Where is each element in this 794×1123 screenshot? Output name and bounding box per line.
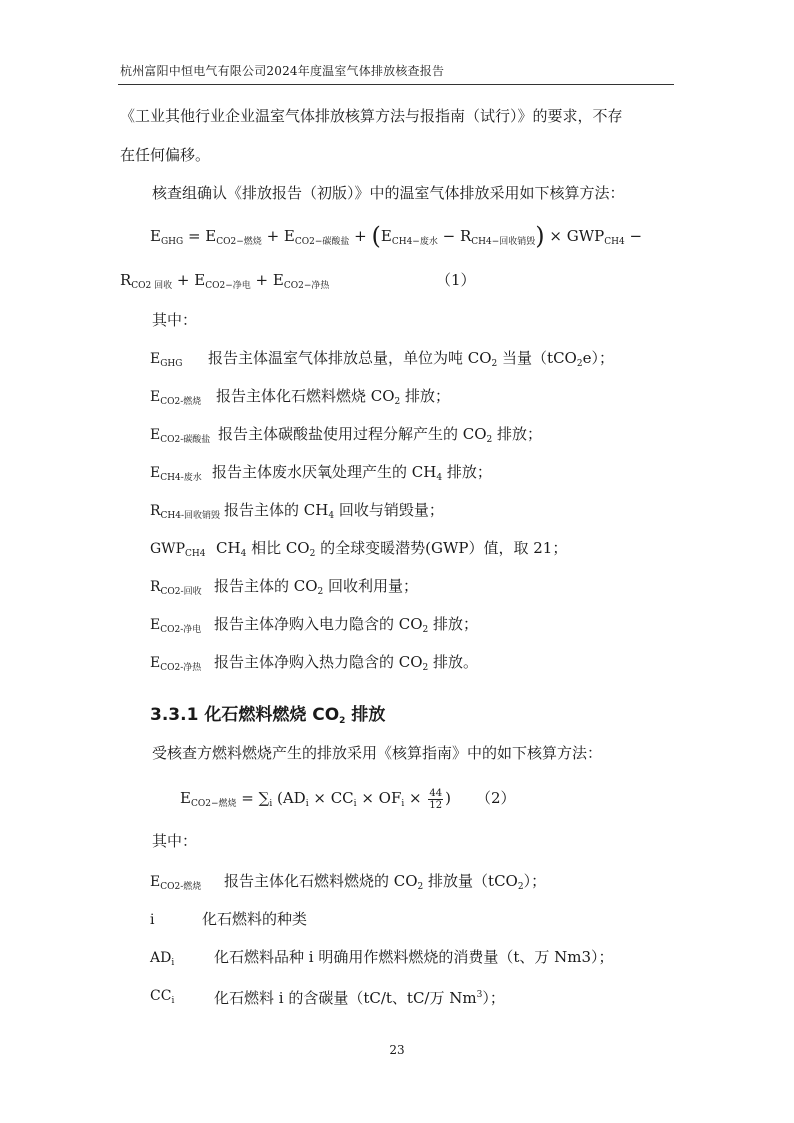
definition-symbol	[150, 463, 202, 488]
definition-symbol	[150, 539, 205, 564]
text-part: 报告主体净购入热力隐含的 CO	[214, 653, 423, 671]
definition-row	[150, 909, 308, 930]
text-part: CH	[216, 539, 241, 557]
definition-symbol	[150, 653, 201, 678]
text-part: 报告主体净购入电力隐含的 CO	[214, 615, 423, 633]
definition-row	[150, 614, 479, 640]
symbol-subscript: CH4	[185, 549, 206, 559]
definition-symbol	[150, 948, 174, 973]
definition-row	[150, 871, 547, 897]
symbol-base: i	[150, 912, 155, 928]
where-label-2: 其中：	[152, 832, 198, 850]
symbol-base: GWP	[150, 541, 185, 557]
definition-text	[216, 538, 567, 564]
section-heading: 3.3.1 化石燃料燃烧 $CO_2$ 排放	[150, 705, 386, 726]
symbol-subscript: CO2-回收	[160, 587, 202, 597]
intro-line-1: 《工业其他行业企业温室气体排放核算方法与报指南（试行）》的要求，不存	[120, 107, 623, 125]
symbol-base: E	[150, 389, 161, 405]
text-subscript: 2	[317, 587, 324, 597]
text-subscript: 2	[576, 359, 583, 369]
text-part: 报告主体的 CH	[224, 501, 329, 519]
definition-text	[214, 576, 418, 602]
page-number: 23	[389, 1043, 405, 1057]
symbol-subscript: CO2-燃烧	[160, 882, 202, 892]
text-part: 的全球变暖潜势(GWP）值，取 21；	[315, 539, 568, 557]
text-part: 报告主体化石燃料燃烧 CO	[216, 387, 395, 405]
text-subscript: 2	[491, 359, 498, 369]
text-part: 排放；	[492, 425, 543, 443]
symbol-base: E	[150, 427, 161, 443]
definition-row	[150, 462, 492, 488]
definition-symbol	[150, 986, 174, 1011]
text-part: ）；	[523, 872, 547, 890]
definition-row	[150, 386, 451, 412]
text-part: 排放；	[428, 615, 479, 633]
definition-text	[214, 652, 478, 678]
definition-text	[216, 386, 450, 412]
definition-text	[224, 500, 444, 526]
definition-row	[150, 500, 444, 526]
text-part: 报告主体温室气体排放总量，单位为吨 CO	[208, 349, 492, 367]
text-subscript: 4	[328, 511, 335, 521]
symbol-subscript: CO2-碳酸盐	[160, 435, 211, 445]
definition-symbol	[150, 425, 210, 450]
definition-row	[150, 348, 614, 374]
text-part: e）；	[582, 349, 614, 367]
text-subscript: 2	[517, 882, 524, 892]
text-subscript: 2	[422, 625, 429, 635]
equation-1-line-2: $R_{CO2 回收} + E_{CO2-净电} + E_{CO2-净热}$	[120, 271, 330, 291]
symbol-subscript: CH4-回收销毁	[160, 511, 221, 521]
equation-1-line-1: $E_{GHG} = E_{CO2-燃烧} + E_{CO2-碳酸盐} + (E_{CH4-废水} - R_{CH4-回收销毁}) \times GWP_{CH4}$ −	[150, 222, 643, 250]
definition-row	[150, 652, 479, 678]
symbol-subscript: i	[171, 996, 175, 1006]
definition-row	[150, 538, 568, 564]
symbol-subscript: GHG	[160, 359, 183, 369]
text-subscript: 4	[240, 549, 247, 559]
symbol-base: E	[150, 351, 161, 367]
text-part: 相比 CO	[246, 539, 310, 557]
text-part: 报告主体废水厌氧处理产生的 CH	[212, 463, 437, 481]
symbol-base: R	[150, 579, 161, 595]
symbol-base: AD	[150, 950, 172, 966]
symbol-base: E	[150, 655, 161, 671]
definition-row	[150, 985, 505, 1011]
definition-symbol	[150, 577, 202, 602]
text-part: 当量（tCO	[497, 349, 577, 367]
definition-row	[150, 576, 419, 602]
header-rule	[118, 84, 674, 85]
text-superscript: 3	[476, 990, 483, 1000]
definition-text	[214, 947, 614, 967]
definition-row	[150, 424, 543, 450]
definition-text	[202, 909, 307, 929]
definition-text	[214, 614, 478, 640]
text-part: 化石燃料 i 的含碳量（tC/t、tC/万 Nm	[214, 989, 477, 1007]
text-part: 排放；	[400, 387, 451, 405]
section-intro: 受核查方燃料燃烧产生的排放采用《核算指南》中的如下核算方法：	[152, 744, 603, 762]
symbol-base: E	[150, 617, 161, 633]
definition-symbol	[150, 910, 154, 930]
where-label-1: 其中：	[152, 311, 198, 329]
text-part: 回收利用量；	[323, 577, 419, 595]
symbol-subscript: CO2-燃烧	[160, 397, 202, 407]
definition-text	[224, 871, 546, 897]
symbol-base: CC	[150, 988, 172, 1004]
equation-2: $E_{CO2-燃烧} = \sum_i$ ($AD_i \times CC_i \times OF_i$ × $\frac{44}{12}$ )	[180, 787, 451, 811]
symbol-base: E	[150, 465, 161, 481]
intro-line-2: 在任何偏移。	[120, 146, 211, 164]
symbol-subscript: CH4-废水	[160, 473, 202, 483]
text-part: 报告主体碳酸盐使用过程分解产生的 CO	[218, 425, 487, 443]
definition-symbol	[150, 872, 201, 897]
text-part: ）；	[482, 989, 505, 1007]
definition-row	[150, 947, 614, 973]
text-part: 报告主体的 CO	[214, 577, 318, 595]
text-part: 化石燃料品种 i 明确用作燃料燃烧的消费量（t、万 Nm3）；	[214, 948, 614, 966]
symbol-base: E	[150, 874, 161, 890]
text-subscript: 2	[417, 882, 424, 892]
definition-symbol	[150, 501, 220, 526]
text-part: 排放；	[442, 463, 492, 481]
definition-text	[218, 424, 542, 450]
text-part: 化石燃料的种类	[202, 910, 308, 928]
symbol-subscript: i	[171, 958, 175, 968]
definition-symbol	[150, 349, 182, 374]
symbol-base: R	[150, 503, 161, 519]
definition-text	[208, 348, 614, 374]
text-subscript: 2	[309, 549, 316, 559]
equation-2-number: （2）	[476, 789, 516, 807]
symbol-subscript: CO2-净热	[160, 663, 202, 673]
text-part: 报告主体化石燃料燃烧的 CO	[224, 872, 418, 890]
symbol-subscript: CO2-净电	[160, 625, 202, 635]
definition-text	[212, 462, 492, 488]
running-header: 杭州富阳中恒电气有限公司2024年度温室气体排放核查报告	[120, 64, 445, 78]
definition-symbol	[150, 387, 201, 412]
fraction-44-12: $\frac{44}{12}$	[429, 787, 443, 811]
text-part: 回收与销毁量；	[334, 501, 444, 519]
equation-1-number: （1）	[436, 271, 476, 289]
definition-symbol	[150, 615, 201, 640]
text-subscript: 2	[486, 435, 493, 445]
definition-text	[214, 985, 505, 1008]
text-part: 排放。	[428, 653, 479, 671]
intro-line-3: 核查组确认《排放报告（初版）》中的温室气体排放采用如下核算方法：	[152, 184, 625, 202]
text-subscript: 4	[436, 473, 443, 483]
text-subscript: 2	[422, 663, 429, 673]
text-part: 排放量（tCO	[423, 872, 518, 890]
text-subscript: 2	[394, 397, 401, 407]
